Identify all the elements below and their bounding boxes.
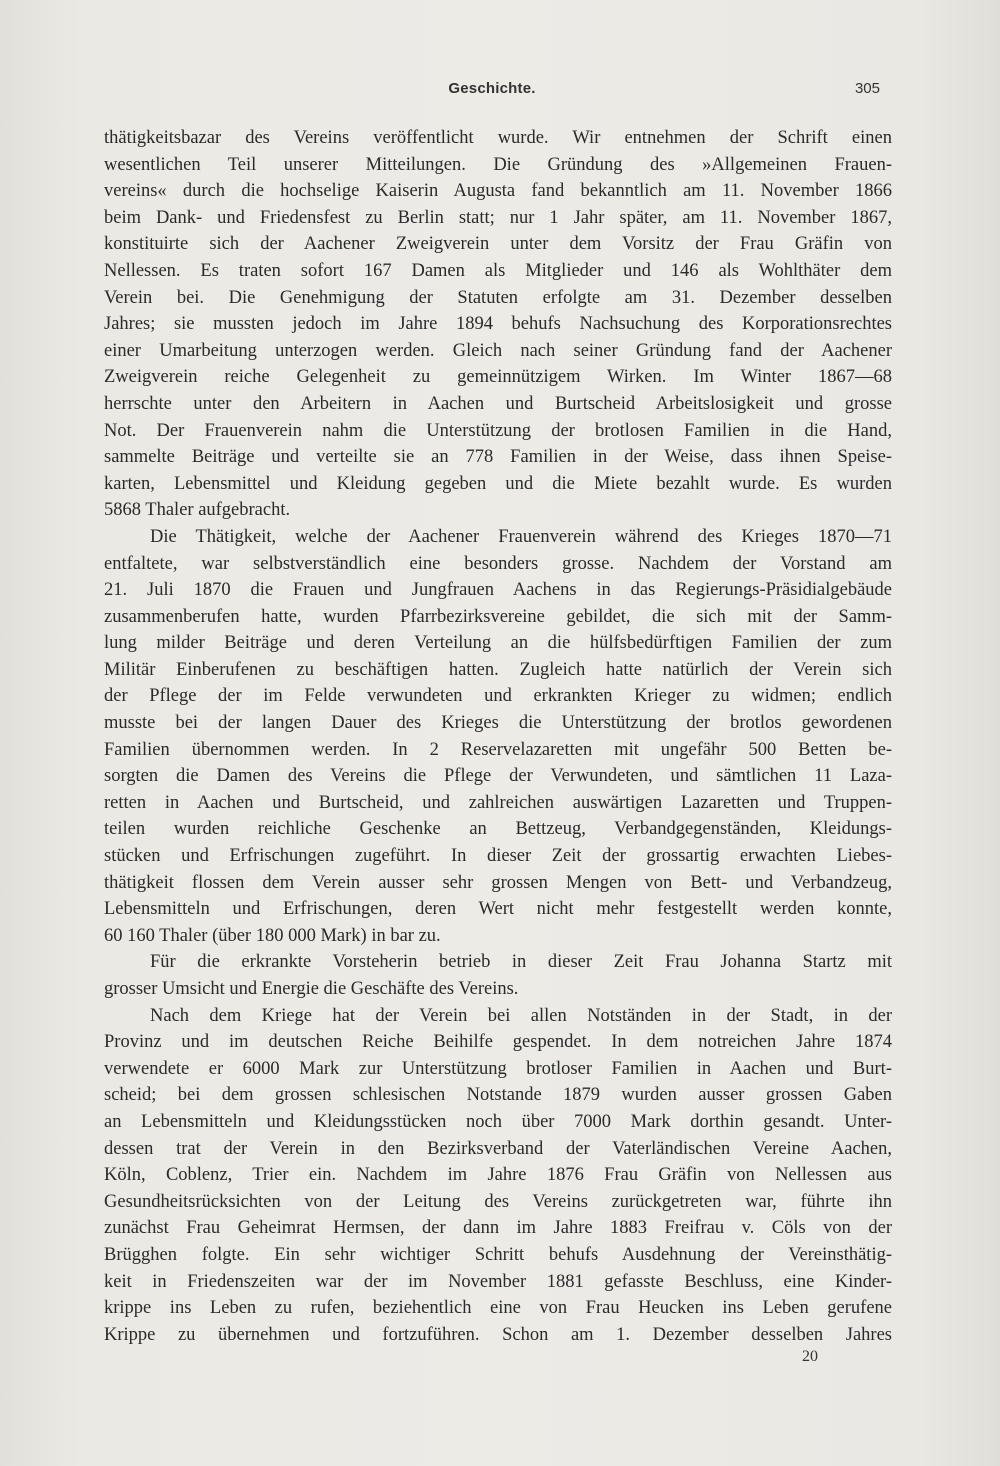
text-line: Köln, Coblenz, Trier ein. Nachdem im Jahre 1876 Frau Gräfin von Nellessen aus bbox=[104, 1165, 892, 1186]
text-line: Nach dem Kriege hat der Verein bei allen Notständen in der Stadt, in der bbox=[150, 1005, 892, 1026]
text-line: Familien übernommen werden. In 2 Reservelazaretten mit ungefähr 500 Betten be- bbox=[104, 739, 892, 760]
text-line: entfaltete, war selbstverständlich eine besonders grosse. Nachdem der Vorstand am bbox=[104, 553, 892, 574]
text-line: musste bei der langen Dauer des Krieges die Unterstützung der brotlos gewordenen bbox=[104, 713, 892, 734]
text-line: der Pflege der im Felde verwundeten und erkrankten Krieger zu widmen; endlich bbox=[104, 686, 892, 707]
printer-signature: 20 bbox=[802, 1348, 818, 1365]
text-line: Gesundheitsrücksichten von der Leitung des Vereins zurückgetreten war, führte ihn bbox=[104, 1191, 892, 1212]
text-line: Provinz und im deutschen Reiche Beihilfe gespendet. In dem notreichen Jahre 1874 bbox=[104, 1032, 892, 1053]
text-line: grosser Umsicht und Energie die Geschäfte des Vereins. bbox=[104, 979, 519, 999]
text-line: vereins« durch die hochselige Kaiserin Augusta fand bekanntlich am 11. November 1866 bbox=[104, 181, 892, 202]
text-line: teilen wurden reichliche Geschenke an Bettzeug, Verbandgegenständen, Kleidungs- bbox=[104, 819, 892, 840]
text-line: 21. Juli 1870 die Frauen und Jungfrauen Aachens in das Regierungs-Präsidialgebäude bbox=[104, 580, 892, 601]
text-line: scheid; bei dem grossen schlesischen Notstande 1879 wurden ausser grossen Gaben bbox=[104, 1085, 892, 1106]
text-line: Für die erkrankte Vorsteherin betrieb in dieser Zeit Frau Johanna Startz mit bbox=[150, 952, 892, 973]
text-line: 60 160 Thaler (über 180 000 Mark) in bar zu. bbox=[104, 925, 441, 946]
text-line: wesentlichen Teil unserer Mitteilungen. Die Gründung des »Allgemeinen Frauen- bbox=[104, 154, 892, 175]
body-text bbox=[104, 125, 892, 1375]
page-number: 305 bbox=[854, 80, 880, 97]
text-line: sorgten die Damen des Vereins die Pflege der Verwundeten, und sämtlichen 11 Laza- bbox=[104, 766, 892, 787]
text-line: karten, Lebensmittel und Kleidung gegeben und die Miete bezahlt wurde. Es wurden bbox=[104, 473, 892, 494]
running-title: Geschichte. bbox=[448, 80, 536, 97]
text-line: Not. Der Frauenverein nahm die Unterstützung der brotlosen Familien in die Hand, bbox=[104, 420, 892, 441]
text-line: retten in Aachen und Burtscheid, und zahlreichen auswärtigen Lazaretten und Truppen- bbox=[104, 792, 892, 813]
text-line: Brügghen folgte. Ein sehr wichtiger Schritt behufs Ausdehnung der Vereinsthätig- bbox=[104, 1244, 892, 1265]
text-line: thätigkeitsbazar des Vereins veröffentlicht wurde. Wir entnehmen der Schrift einen bbox=[104, 128, 892, 148]
text-line: Verein bei. Die Genehmigung der Statuten erfolgte am 31. Dezember desselben bbox=[104, 287, 892, 308]
text-line: Zweigverein reiche Gelegenheit zu gemeinnützigem Wirken. Im Winter 1867—68 bbox=[104, 367, 892, 388]
text-line: sammelte Beiträge und verteilte sie an 778 Familien in der Weise, dass ihnen Speise- bbox=[104, 447, 892, 468]
running-head bbox=[104, 80, 880, 104]
text-line: Militär Einberufenen zu beschäftigen hatten. Zugleich hatte natürlich der Verein sich bbox=[104, 659, 892, 680]
text-line: dessen trat der Verein in den Bezirksverband der Vaterländischen Vereine Aachen, bbox=[104, 1138, 892, 1159]
text-line: Jahres; sie mussten jedoch im Jahre 1894 behufs Nachsuchung des Korporationsrechtes bbox=[104, 314, 892, 335]
text-line bbox=[104, 1348, 892, 1375]
text-line: Nellessen. Es traten sofort 167 Damen als Mitglieder und 146 als Wohlthäter dem bbox=[104, 260, 892, 281]
text-line: Lebensmitteln und Erfrischungen, deren Wert nicht mehr festgestellt werden konnte, bbox=[104, 899, 892, 920]
text-line: thätigkeit flossen dem Verein ausser sehr grossen Mengen von Bett- und Verbandzeug, bbox=[104, 872, 892, 893]
text-line: an Lebensmitteln und Kleidungsstücken noch über 7000 Mark dorthin gesandt. Unter- bbox=[104, 1111, 892, 1132]
text-line: konstituirte sich der Aachener Zweigverein unter dem Vorsitz der Frau Gräfin von bbox=[104, 234, 892, 255]
text-line: herrschte unter den Arbeitern in Aachen und Burtscheid Arbeitslosigkeit und grosse bbox=[104, 393, 892, 414]
text-line: lung milder Beiträge und deren Verteilung an die hülfsbedürftigen Familien der zum bbox=[104, 633, 892, 654]
text-line: stücken und Erfrischungen zugeführt. In dieser Zeit der grossartig erwachten Liebes- bbox=[104, 846, 892, 867]
text-line: Die Thätigkeit, welche der Aachener Frauenverein während des Krieges 1870—71 bbox=[150, 526, 892, 547]
text-line: Krippe zu übernehmen und fortzuführen. Schon am 1. Dezember desselben Jahres bbox=[104, 1324, 892, 1345]
text-line: krippe ins Leben zu rufen, beziehentlich eine von Frau Heucken ins Leben gerufene bbox=[104, 1298, 892, 1319]
text-line: zunächst Frau Geheimrat Hermsen, der dann im Jahre 1883 Freifrau v. Cöls von der bbox=[104, 1218, 892, 1239]
text-line: verwendete er 6000 Mark zur Unterstützung brotloser Familien in Aachen und Burt- bbox=[104, 1058, 892, 1079]
text-line: 5868 Thaler aufgebracht. bbox=[104, 500, 291, 521]
text-line: zusammenberufen hatte, wurden Pfarrbezirksvereine gebildet, die sich mit der Samm- bbox=[104, 606, 892, 627]
text-line: einer Umarbeitung unterzogen werden. Gleich nach seiner Gründung fand der Aachener bbox=[104, 340, 892, 361]
text-line: keit in Friedenszeiten war der im November 1881 gefasste Beschluss, eine Kinder- bbox=[104, 1271, 892, 1292]
text-line: beim Dank- und Friedensfest zu Berlin statt; nur 1 Jahr später, am 11. November 1867, bbox=[104, 207, 892, 228]
